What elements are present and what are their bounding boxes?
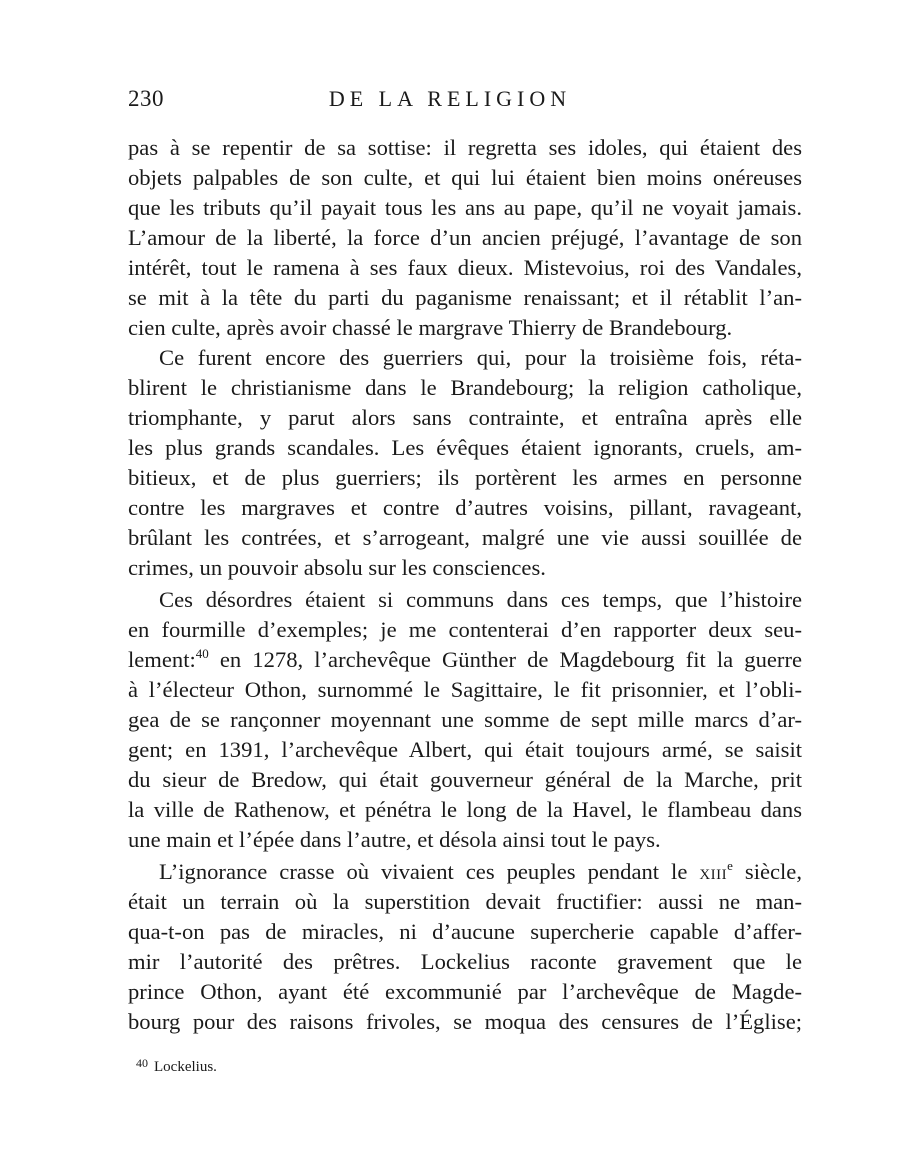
text-segment: siècle, — [732, 859, 802, 884]
text-line: mir l’autorité des prêtres. Lockelius raconte gravement que le — [128, 949, 802, 974]
text-line: à l’électeur Othon, surnommé le Sagittaire, le fit prisonnier, et l’obli- — [128, 677, 802, 702]
text-line: les plus grands scandales. Les évêques étaient ignorants, cruels, am- — [128, 435, 802, 460]
text-line: blirent le christianisme dans le Brandebourg; la religion catholique, — [128, 375, 802, 400]
text-segment: en 1278, l’archevêque Günther de Magdebourg fit la guerre — [208, 647, 802, 672]
text-line: contre les margraves et contre d’autres voisins, pillant, ravageant, — [128, 495, 802, 520]
text-line: du sieur de Bredow, qui était gouverneur général de la Marche, prit — [128, 767, 802, 792]
text-line: Ce furent encore des guerriers qui, pour la troisième fois, réta- — [159, 345, 802, 370]
text-line — [159, 857, 802, 887]
superscript: e — [727, 858, 733, 873]
text-line: bitieux, et de plus guerriers; ils portèrent les armes en personne — [128, 465, 802, 490]
text-line: intérêt, tout le ramena à ses faux dieux. Mistevoius, roi des Vandales, — [128, 255, 802, 280]
text-segment: L’ignorance crasse où vivaient ces peuples pendant le — [159, 859, 700, 884]
text-line: L’amour de la liberté, la force d’un ancien préjugé, l’avantage de son — [128, 225, 802, 250]
text-line: une main et l’épée dans l’autre, et désola ainsi tout le pays. — [128, 827, 661, 852]
footnote — [136, 1053, 217, 1077]
text-line: brûlant les contrées, et s’arrogeant, malgré une vie aussi souillée de — [128, 525, 802, 550]
text-segment: lement: — [128, 647, 196, 672]
text-line: triomphante, y parut alors sans contrainte, et entraîna après elle — [128, 405, 802, 430]
text-line — [128, 645, 802, 675]
text-line: bourg pour des raisons frivoles, se moqua des censures de l’Église; — [128, 1009, 802, 1034]
text-line: crimes, un pouvoir absolu sur les consciences. — [128, 555, 546, 580]
text-line: gent; en 1391, l’archevêque Albert, qui était toujours armé, se saisit — [128, 737, 802, 762]
text-line: en fourmille d’exemples; je me contenterai d’en rapporter deux seu- — [128, 617, 802, 642]
footnote-mark: 40 — [136, 1056, 148, 1070]
text-line: était un terrain où la superstition devait fructifier: aussi ne man- — [128, 889, 802, 914]
text-line: cien culte, après avoir chassé le margrave Thierry de Brandebourg. — [128, 315, 733, 340]
text-line: se mit à la tête du parti du paganisme renaissant; et il rétablit l’an- — [128, 285, 802, 310]
text-line: gea de se rançonner moyennant une somme de sept mille marcs d’ar- — [128, 707, 802, 732]
page-number: 230 — [128, 86, 164, 111]
running-head: DE LA RELIGION — [328, 86, 572, 111]
footnote-text: Lockelius. — [154, 1059, 217, 1075]
text-line: que les tributs qu’il payait tous les ans au pape, qu’il ne voyait jamais. — [128, 195, 802, 220]
text-line: la ville de Rathenow, et pénétra le long de la Havel, le flambeau dans — [128, 797, 802, 822]
roman-numeral: XIII — [699, 867, 728, 883]
footnote-reference: 40 — [195, 646, 209, 661]
text-line: qua-t-on pas de miracles, ni d’aucune supercherie capable d’affer- — [128, 919, 802, 944]
text-line: prince Othon, ayant été excommunié par l’archevêque de Magde- — [128, 979, 802, 1004]
text-line: Ces désordres étaient si communs dans ces temps, que l’histoire — [159, 587, 802, 612]
text-line: pas à se repentir de sa sottise: il regretta ses idoles, qui étaient des — [128, 135, 802, 160]
text-line: objets palpables de son culte, et qui lui étaient bien moins onéreuses — [128, 165, 802, 190]
